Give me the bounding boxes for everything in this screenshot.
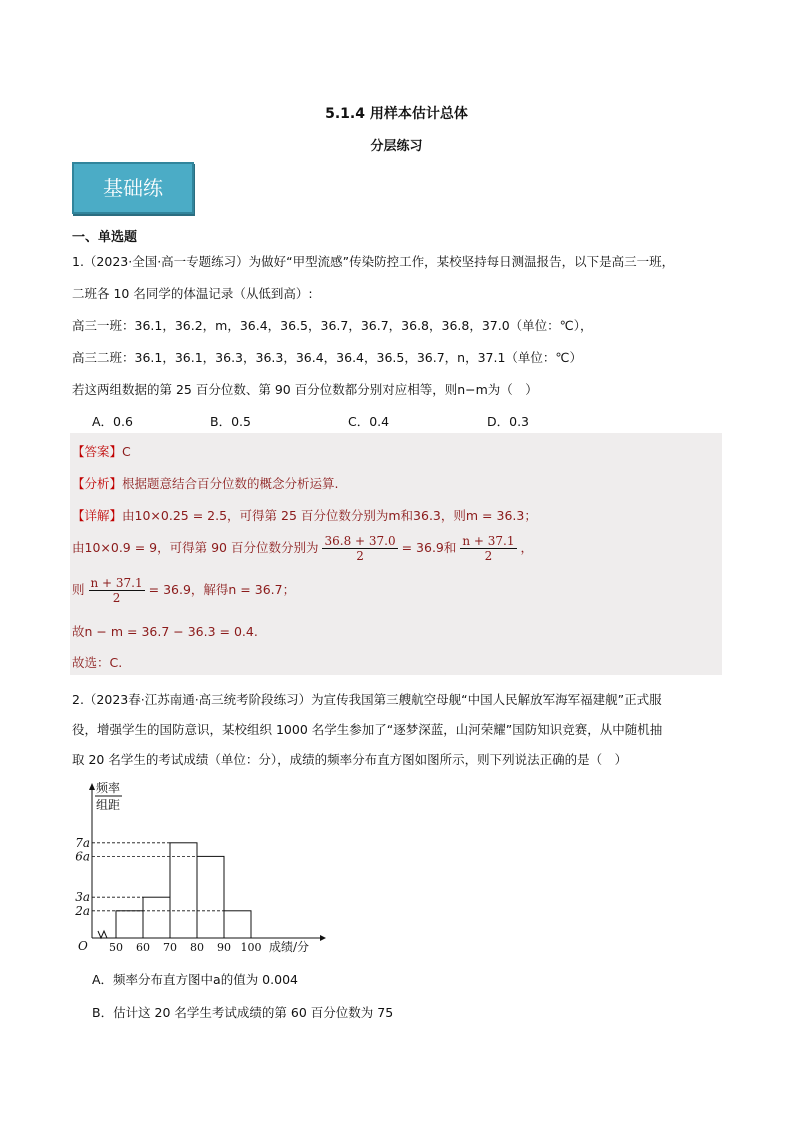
detail2-fraction-2 xyxy=(460,534,516,563)
q1-class1: 高三一班：36.1，36.2，m，36.4，36.5，36.7，36.7，36.8，36.8，37.0（单位：℃）， xyxy=(72,318,593,333)
q1-class2: 高三二班：36.1，36.1，36.3，36.3，36.4，36.4，36.5，36.7，n，37.1（单位：℃） xyxy=(72,350,582,365)
x-tick-label: 50 xyxy=(109,941,123,954)
histogram-bar xyxy=(116,911,143,938)
fraction-numerator: n + 37.1 xyxy=(90,576,143,590)
histogram-bar xyxy=(197,856,224,938)
detail3-post: = 36.9，解得n = 36.7； xyxy=(148,582,296,597)
detail-text-1: 由10×0.25 = 2.5，可得第 25 百分位数分别为m和36.3，则m = 36.3； xyxy=(122,508,537,523)
page-subtitle: 分层练习 xyxy=(370,139,423,154)
fraction-numerator: n + 37.1 xyxy=(462,534,515,548)
histogram-bar xyxy=(143,897,170,938)
detail2-pre: 由10×0.9 = 9，可得第 90 百分位数分别为 xyxy=(72,540,319,555)
q2-line1: 2.（2023春·江苏南通·高三统考阶段练习）为宣传我国第三艘航空母舰“中国人民解放军海军福建舰”正式服 xyxy=(72,692,662,707)
axis-break-mark xyxy=(98,931,107,938)
x-tick-label: 70 xyxy=(163,941,177,954)
section-badge xyxy=(72,162,194,214)
choice-line: 故选：C. xyxy=(72,655,123,670)
y-tick-label: 2a xyxy=(75,903,90,918)
y-tick-label: 7a xyxy=(75,835,90,850)
badge-label: 基础练 xyxy=(103,176,163,200)
detail-label: 【详解】 xyxy=(72,508,123,523)
detail3-fraction xyxy=(89,576,145,605)
q1-option-b: B．0.5 xyxy=(210,414,251,429)
x-axis-arrow xyxy=(320,935,326,941)
q1-stem: 若这两组数据的第 25 百分位数、第 90 百分位数都分别对应相等，则n−m为（ ） xyxy=(72,382,538,397)
x-tick-label: 60 xyxy=(136,941,150,954)
x-tick-label: 100 xyxy=(240,941,262,954)
page-title: 5.1.4 用样本估计总体 xyxy=(325,106,468,122)
detail-line-2 xyxy=(72,534,533,563)
y-axis-label-bottom: 组距 xyxy=(96,798,121,812)
q2-option-b: B．估计这 20 名学生考试成绩的第 60 百分位数为 75 xyxy=(92,1005,394,1020)
fraction-numerator: 36.8 + 37.0 xyxy=(324,534,396,548)
fraction-denominator: 2 xyxy=(112,591,121,605)
x-axis-label: 成绩/分 xyxy=(269,940,310,954)
answer-label: 【答案】 xyxy=(72,444,123,459)
histogram-bar xyxy=(224,911,251,938)
y-tick-label: 3a xyxy=(75,890,90,905)
detail-line-1 xyxy=(72,506,537,524)
detail-line-4: 故n − m = 36.7 − 36.3 = 0.4. xyxy=(72,624,258,639)
histogram-chart xyxy=(70,778,330,960)
q2-option-a: A．频率分布直方图中a的值为 0.004 xyxy=(92,972,298,987)
q2-line3: 取 20 名学生的考试成绩（单位：分），成绩的频率分布直方图如图所示，则下列说法正确的是（ ） xyxy=(72,752,628,767)
q1-option-a: A．0.6 xyxy=(92,414,133,429)
q2-line2: 役，增强学生的国防意识，某校组织 1000 名学生参加了“逐梦深蓝，山河荣耀”国防知识竞赛，从中随机抽 xyxy=(72,722,663,737)
y-axis-label-top: 频率 xyxy=(96,781,121,795)
y-tick-label: 6a xyxy=(75,849,90,864)
analysis-line xyxy=(72,474,339,492)
fraction-denominator: 2 xyxy=(356,549,364,563)
q1-line1: 1.（2023·全国·高一专题练习）为做好“甲型流感”传染防控工作，某校坚持每日测温报告，以下是高三一班， xyxy=(72,254,675,269)
detail-line-3 xyxy=(72,576,295,605)
q1-option-d: D．0.3 xyxy=(487,414,530,429)
fraction-denominator: 2 xyxy=(484,549,493,563)
detail2-end: ， xyxy=(520,540,533,555)
q1-line2: 二班各 10 名同学的体温记录（从低到高）: xyxy=(72,286,313,301)
detail2-fraction-1 xyxy=(322,534,397,563)
detail3-pre: 则 xyxy=(72,582,85,597)
section-heading: 一、单选题 xyxy=(72,230,138,245)
x-tick-label: 80 xyxy=(190,941,204,954)
analysis-label: 【分析】 xyxy=(72,476,123,491)
x-tick-label: 90 xyxy=(217,941,231,954)
histogram-bar xyxy=(170,843,197,938)
y-axis-arrow xyxy=(89,783,95,790)
answer-line xyxy=(72,442,131,460)
analysis-text: 根据题意结合百分位数的概念分析运算. xyxy=(122,476,339,491)
origin-label: O xyxy=(78,939,88,953)
detail2-mid: = 36.9和 xyxy=(401,540,457,555)
answer-value: C xyxy=(122,444,131,459)
q1-option-c: C．0.4 xyxy=(348,414,390,429)
